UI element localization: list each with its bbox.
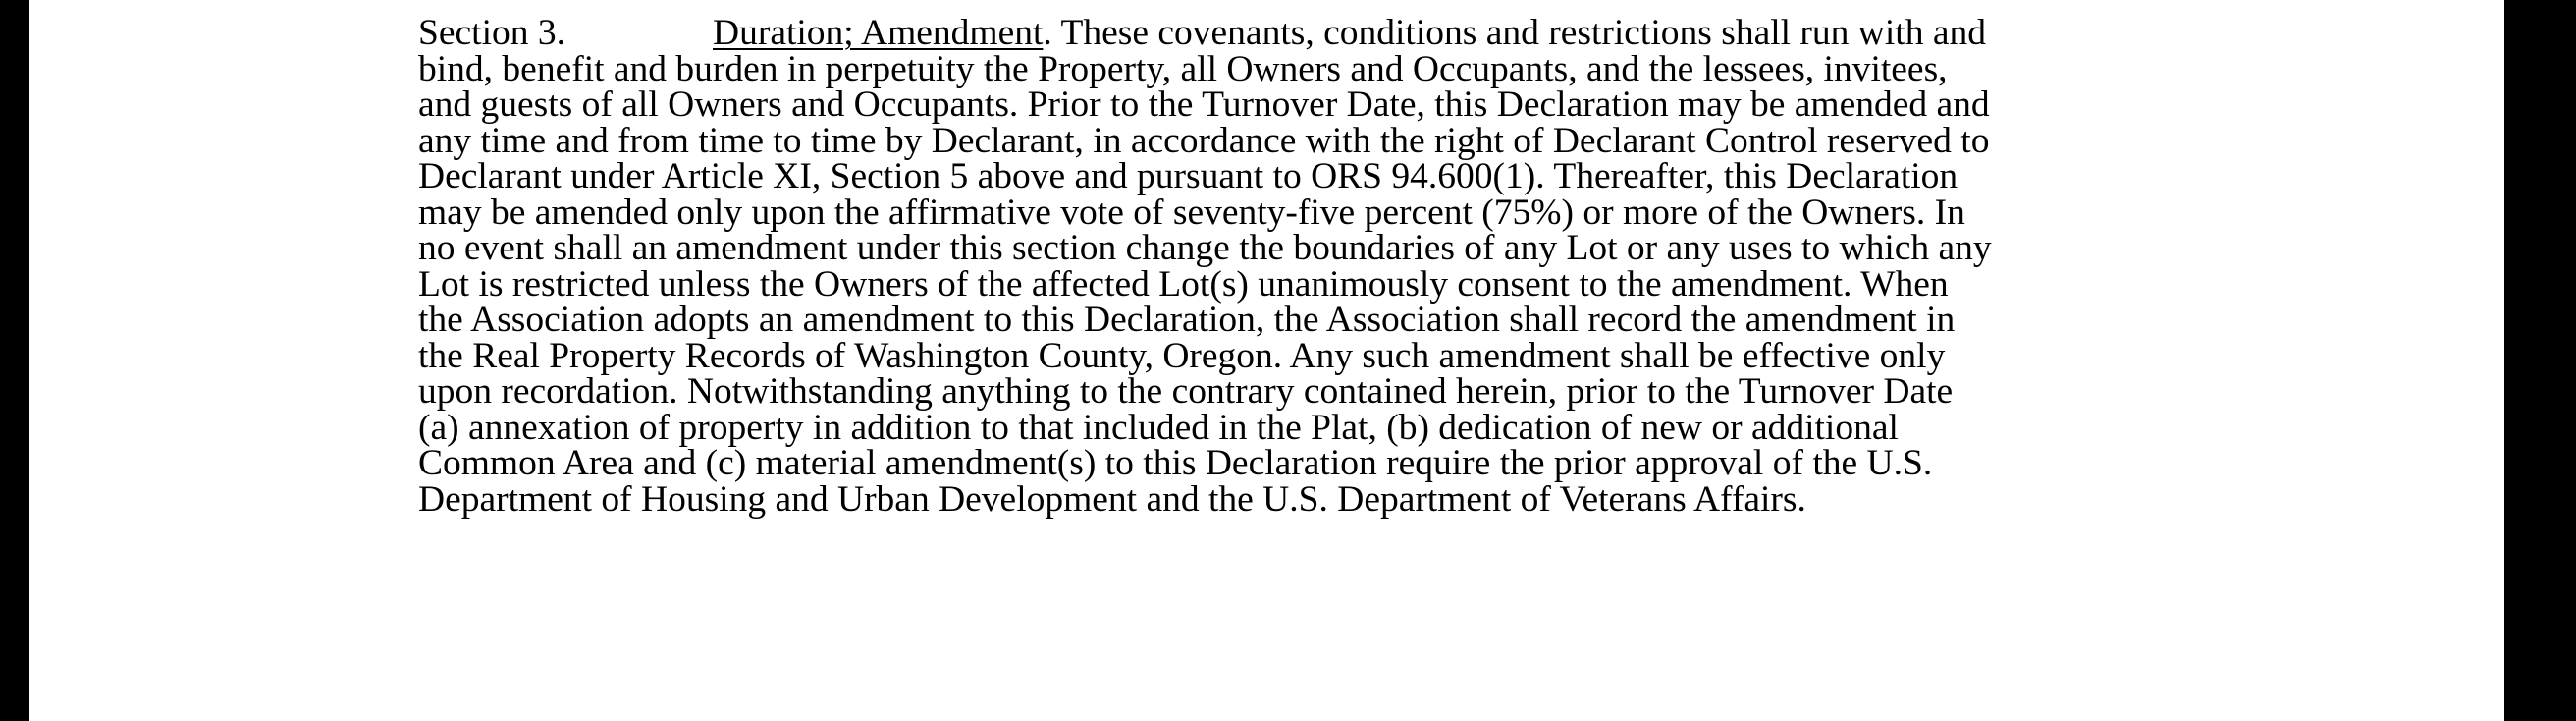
paragraph-line: any time and from time to time by Declarant, in accordance with the right of Declarant Control reserved to [418, 120, 1990, 161]
paragraph-line [418, 13, 2283, 53]
paragraph-line: and guests of all Owners and Occupants. Prior to the Turnover Date, this Declaration may be amended and [418, 84, 1990, 125]
scan-border-left [0, 0, 29, 721]
section-heading: Duration; Amendment [713, 13, 1044, 53]
scan-border-right [2504, 0, 2576, 721]
paragraph-line: (a) annexation of property in addition to that included in the Plat, (b) dedication of new or additional [418, 407, 1899, 448]
paragraph-line: Common Area and (c) material amendment(s) to this Declaration require the prior approval of the U.S. [418, 443, 1933, 483]
paragraph-line: Department of Housing and Urban Development and the U.S. Department of Veterans Affairs. [418, 478, 1806, 520]
paragraph-line: Lot is restricted unless the Owners of the affected Lot(s) unanimously consent to the amendment. When [418, 263, 1949, 305]
paragraph-line: the Real Property Records of Washington County, Oregon. Any such amendment shall be effective only [418, 335, 1946, 376]
paragraph-line: the Association adopts an amendment to this Declaration, the Association shall record the amendment in [418, 300, 1956, 340]
paragraph-line: Declarant under Article XI, Section 5 above and pursuant to ORS 94.600(1). Thereafter, this Declaration [418, 156, 1959, 196]
section-paragraph [418, 13, 2283, 520]
paragraph-line: bind, benefit and burden in perpetuity the Property, all Owners and Occupants, and the lessees, invitees, [418, 48, 1948, 89]
section-number: Section 3. [418, 13, 565, 53]
line-text: . These covenants, conditions and restrictions shall run with and [1043, 13, 1986, 53]
paragraph-line: upon recordation. Notwithstanding anything to the contrary contained herein, prior to the Turnover Date [418, 371, 1954, 412]
paragraph-line: no event shall an amendment under this section change the boundaries of any Lot or any uses to which any [418, 228, 1992, 268]
paragraph-line: may be amended only upon the affirmative vote of seventy-five percent (75%) or more of the Owners. In [418, 192, 1965, 233]
